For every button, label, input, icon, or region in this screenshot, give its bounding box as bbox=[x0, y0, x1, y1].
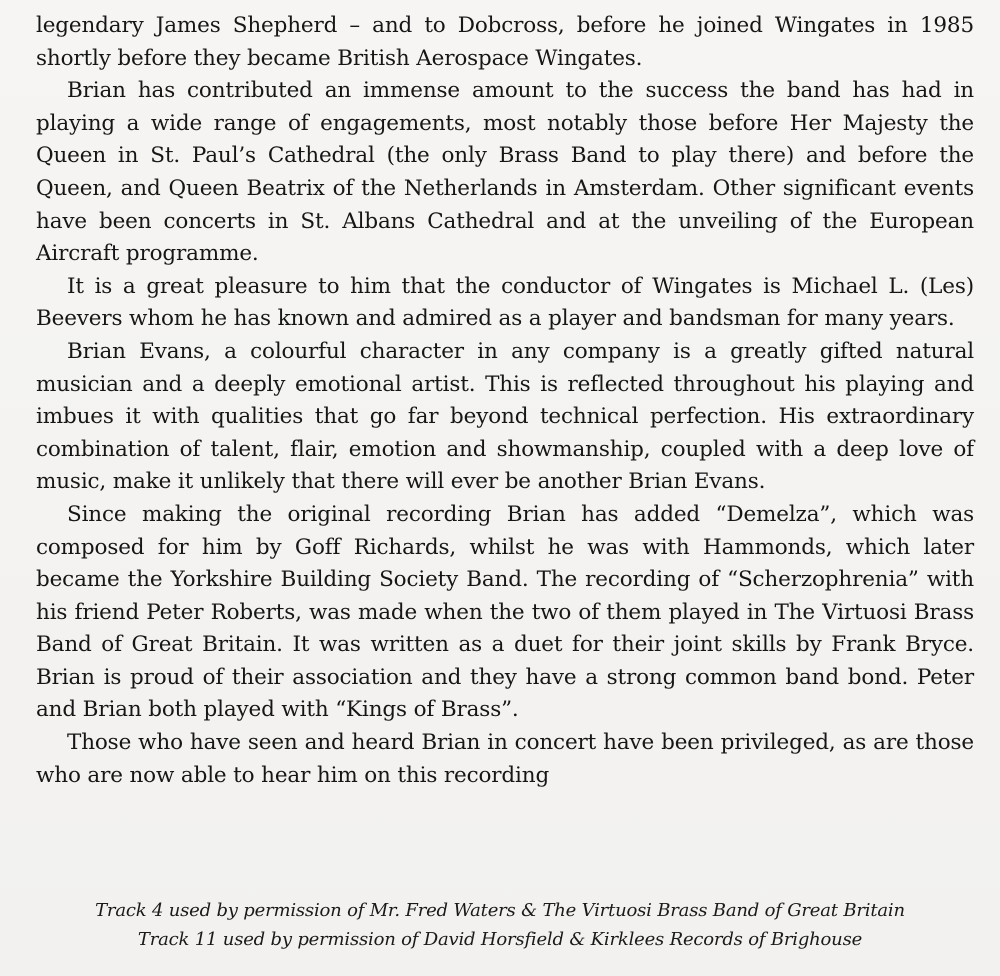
paragraph-1: legendary James Shepherd – and to Dobcross, before he joined Wingates in 1985 shortly before they became British Aerospace Wingates. bbox=[36, 13, 974, 71]
paragraph-3: It is a great pleasure to him that the conductor of Wingates is Michael L. (Les) Beevers whom he has known and admired as a player and bandsman for many years. bbox=[36, 273, 974, 332]
paragraph-5: Since making the original recording Brian has added “Demelza”, which was composed for him by Goff Richards, whilst he was with Hammonds, which later became the Yorkshire Building Society Band. The recording of “Scherzophrenia” with his friend Peter Roberts, was made when the two of them played in The Virtuosi Brass Band of Great Britain. It was written as a duet for their joint skills by Frank Bryce. Brian is proud of their association and they have a strong common band bond. Peter and Brian both played with “Kings of Brass”. bbox=[36, 501, 974, 723]
paragraph-2: Brian has contributed an immense amount to the success the band has had in playing a wide range of engagements, most notably those before Her Majesty the Queen in St. Paul’s Cathedral (the only Brass Band to play there) and before the Queen, and Queen Beatrix of the Netherlands in Amsterdam. Other significant events have been concerts in St. Albans Cathedral and at the unveiling of the European Aircraft programme. bbox=[36, 78, 974, 267]
track-credits bbox=[0, 896, 1000, 954]
body-text bbox=[36, 10, 974, 792]
credit-line-track-11: Track 11 used by permission of David Horsfield & Kirklees Records of Brighouse bbox=[137, 929, 863, 950]
paragraph-6: Those who have seen and heard Brian in concert have been privileged, as are those who are now able to hear him on this recording bbox=[36, 730, 974, 788]
paragraph-4: Brian Evans, a colourful character in any company is a greatly gifted natural musician and a deeply emotional artist. This is reflected throughout his playing and imbues it with qualities that go far beyond technical perfection. His extraordinary combination of talent, flair, emotion and showmanship, coupled with a deep love of music, make it unlikely that there will ever be another Brian Evans. bbox=[36, 338, 974, 495]
credit-line-track-4: Track 4 used by permission of Mr. Fred Waters & The Virtuosi Brass Band of Great Britain bbox=[95, 900, 905, 921]
